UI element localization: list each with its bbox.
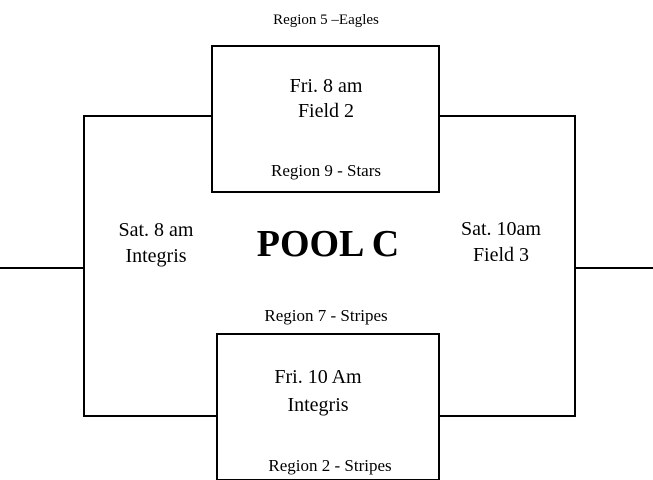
middle-team-label: Region 7 - Stripes [264,306,388,325]
game2-team: Region 2 - Stripes [268,456,392,475]
left-game-field: Integris [125,245,187,267]
right-game-field: Field 3 [472,244,530,266]
game2-day: Fri. 10 Am [274,366,362,388]
right-game-day: Sat. 10am [461,218,541,240]
left-game-day: Sat. 8 am [118,219,194,241]
game1-field: Field 2 [297,100,355,122]
pool-title: POOL C [256,223,400,265]
right-bracket-line [439,116,575,416]
game1-team: Region 9 - Stars [270,161,382,180]
top-team-label: Region 5 –Eagles [273,12,379,28]
game2-field: Integris [287,394,349,416]
game1-day: Fri. 8 am [289,75,363,97]
